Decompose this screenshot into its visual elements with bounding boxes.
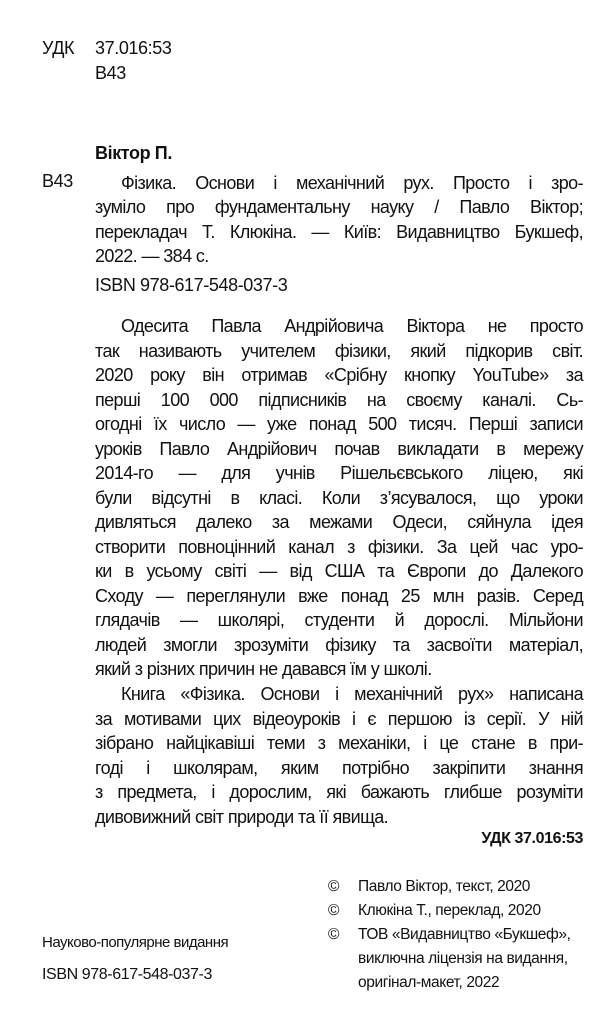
paragraph-line: 2020 року він отримав «Срібну кнопку YouTube» за [95,365,583,385]
paragraph-line: дивляться далеко за межами Одеси, сяйнула ідея [95,512,583,532]
paragraph-line: який з різних причин не давався їм у школі. [95,659,432,679]
paragraph-line: годі і школярам, яким потрібно закріпити знання [95,757,583,778]
copyright-text: ТОВ «Видавництво «Букшеф», [358,926,571,943]
copyright-line [328,947,568,971]
paragraph-line: були відсутні в класі. Коли з’ясувалося, що уроки [95,487,583,508]
udk-label: УДК [42,38,75,58]
paragraph-line: Сходу — переглянули вже понад 25 млн разів. Серед [95,585,583,606]
catalog-code: В43 [42,171,73,191]
copyright-text: виключна ліцензія на видання, [358,950,568,967]
author-heading: Віктор П. [95,143,172,163]
catalog-isbn: ISBN 978-617-548-037-3 [95,275,288,295]
paragraph-line: дивовижний світ природи та її явища. [95,806,389,827]
bbk-code: В43 [95,63,126,83]
udk-footer: УДК 37.016:53 [481,830,583,847]
paragraph-line: людей змогли зрозуміти фізику та засвоїти матеріал, [95,634,583,655]
paragraph-line: 2014-го — для учнів Рішельєвського ліцею, які [95,463,583,483]
paragraph-line: ки в усьому світі — від США та Європи до Далекого [95,561,583,581]
copyright-line [328,923,571,947]
catalog-line: 2022. — 384 с. [95,246,209,266]
paragraph-line: огодні їх число — уже понад 500 тисяч. Перші записи [95,414,583,434]
paragraph-line: уроків Павло Андрійович почав викладати в мережу [95,438,583,459]
paragraph-line: з предмета, і дорослим, які бажають глибше розуміти [95,782,583,802]
paragraph-line: Книга «Фізика. Основи і механічний рух» написана [121,684,583,704]
copyright-text: оригінал-макет, 2022 [358,974,500,991]
paragraph-line: глядачів — школярі, студенти й дорослі. Мільйони [95,610,583,630]
paragraph-line: так називають учителем фізики, який підкорив світ. [95,340,583,361]
paragraph-line: створити повноцінний канал з фізики. За цей час уро- [95,536,583,557]
copyright-icon: © [328,902,340,919]
edition-type: Науково-популярне видання [42,934,229,951]
copyright-text: Павло Віктор, текст, 2020 [358,878,531,895]
copyright-icon: © [328,926,340,943]
copyright-line [328,875,530,899]
udk-code: 37.016:53 [95,38,172,58]
catalog-line: зуміло про фундаментальну науку / Павло Віктор; [95,197,583,217]
paragraph-line: зібрано найцікавіші теми з механіки, і це стане в при- [95,733,583,753]
paragraph-line: Одесита Павла Андрійовича Віктора не просто [121,316,583,336]
paragraph-line: за мотивами цих відеоуроків і є першою із серії. У ній [95,708,583,729]
copyright-icon: © [328,878,340,895]
copyright-line [328,971,499,995]
copyright-line [328,899,541,923]
footer-isbn: ISBN 978-617-548-037-3 [42,966,212,983]
paragraph-line: перші 100 000 підписників на своєму каналі. Сь- [95,389,583,410]
catalog-line: перекладач Т. Клюкіна. — Київ: Видавництво Букшеф, [95,222,583,242]
catalog-line: Фізика. Основи і механічний рух. Просто і зро- [121,173,583,193]
copyright-text: Клюкіна Т., переклад, 2020 [358,902,541,919]
